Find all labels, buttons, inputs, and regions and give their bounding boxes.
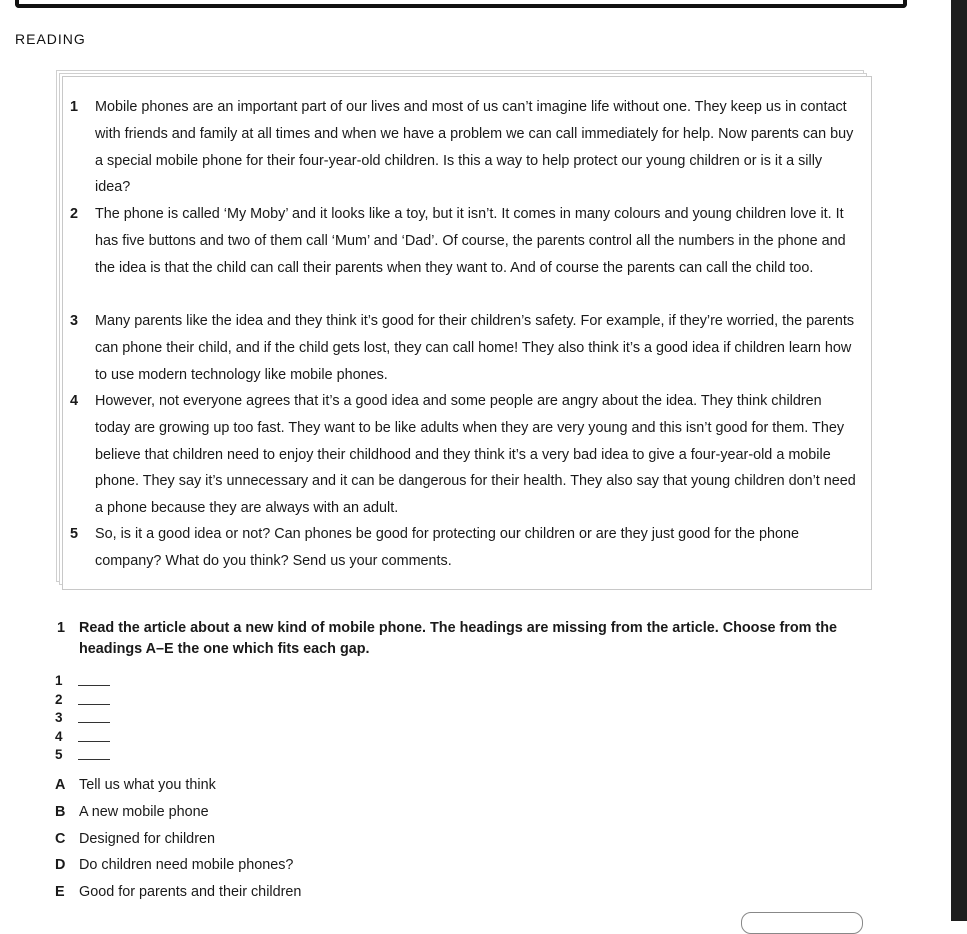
question-number: 1 — [57, 620, 66, 636]
heading-text: Tell us what you think — [79, 777, 216, 793]
paragraph-text: Mobile phones are an important part of our lives and most of us can’t imagine life without one. They keep us in contact with friends and family at all times and when we have a problem we can call immediately for help. Now parents can buy a special mobile phone for their four-year-old children. Is this a way to help protect our young children or is it a silly idea? — [95, 99, 854, 196]
paragraph-number: 5 — [70, 526, 79, 542]
paragraph-number: 2 — [70, 206, 79, 222]
paragraph-number: 1 — [70, 99, 79, 115]
article-paragraph-3 — [70, 308, 860, 388]
gap-number: 1 — [55, 673, 63, 688]
answer-blank[interactable] — [78, 685, 110, 686]
heading-letter: D — [55, 857, 66, 874]
heading-text: Do children need mobile phones? — [79, 857, 294, 874]
paragraph-text: Many parents like the idea and they think it’s good for their children’s safety. For example, if they’re worried, the parents can phone their child, and if the child gets lost, they can call home! They also think it’s a good idea if children learn how to use modern technology like mobile phones. — [95, 313, 855, 383]
paragraph-text: So, is it a good idea or not? Can phones be good for protecting our children or are they just good for the phone company? What do you think? Send us your comments. — [95, 526, 800, 569]
heading-option-d — [55, 852, 455, 879]
question-text: Read the article about a new kind of mobile phone. The headings are missing from the article. Choose from the headings A–E the one which fits each gap. — [79, 620, 838, 657]
heading-letter: B — [55, 803, 66, 820]
gap-number: 4 — [55, 728, 63, 744]
heading-letter: E — [55, 884, 65, 901]
article-paragraph-1 — [70, 94, 860, 201]
answer-blank[interactable] — [78, 722, 110, 723]
paragraph-number: 3 — [70, 313, 79, 329]
top-frame-border — [15, 0, 907, 8]
bottom-button[interactable] — [741, 912, 863, 934]
answer-blank[interactable] — [78, 741, 110, 742]
heading-options — [55, 772, 455, 906]
scrollbar-strip[interactable] — [951, 0, 967, 921]
paragraph-text: However, not everyone agrees that it’s a good idea and some people are angry about the idea. They think children today are growing up too fast. They want to be like adults when they are very young and this isn’t good for them. They believe that children need to enjoy their childhood and they think it’s a very bad idea to give a four-year-old a mobile phone. They say it’s unnecessary and it can be dangerous for their health. They also say that young children don’t need a phone because they are always with an adult. — [95, 393, 856, 517]
answer-blank[interactable] — [78, 759, 110, 760]
heading-letter: A — [55, 777, 66, 793]
section-title: READING — [15, 31, 86, 47]
answer-blank[interactable] — [78, 704, 110, 705]
heading-option-b — [55, 799, 455, 826]
heading-letter: C — [55, 830, 66, 847]
article-paragraph-5 — [70, 521, 860, 575]
heading-option-c — [55, 826, 455, 853]
paragraph-number: 4 — [70, 393, 79, 409]
article-paragraph-2 — [70, 201, 860, 281]
gap-number: 5 — [55, 747, 63, 762]
question-instruction — [57, 618, 857, 660]
heading-text: A new mobile phone — [79, 803, 209, 820]
heading-option-a — [55, 772, 455, 799]
heading-text: Good for parents and their children — [79, 884, 302, 901]
paragraph-text: The phone is called ‘My Moby’ and it looks like a toy, but it isn’t. It comes in many colours and young children love it. It has five buttons and two of them call ‘Mum’ and ‘Dad’. Of course, the parents control all the numbers in the phone and the idea is that the child can call their parents when they want to. And of course the parents can call the child too. — [95, 206, 846, 276]
gap-number: 3 — [55, 710, 63, 725]
article-paragraph-4 — [70, 388, 860, 522]
gap-number: 2 — [55, 691, 63, 707]
heading-option-e — [55, 879, 455, 906]
heading-text: Designed for children — [79, 830, 215, 847]
